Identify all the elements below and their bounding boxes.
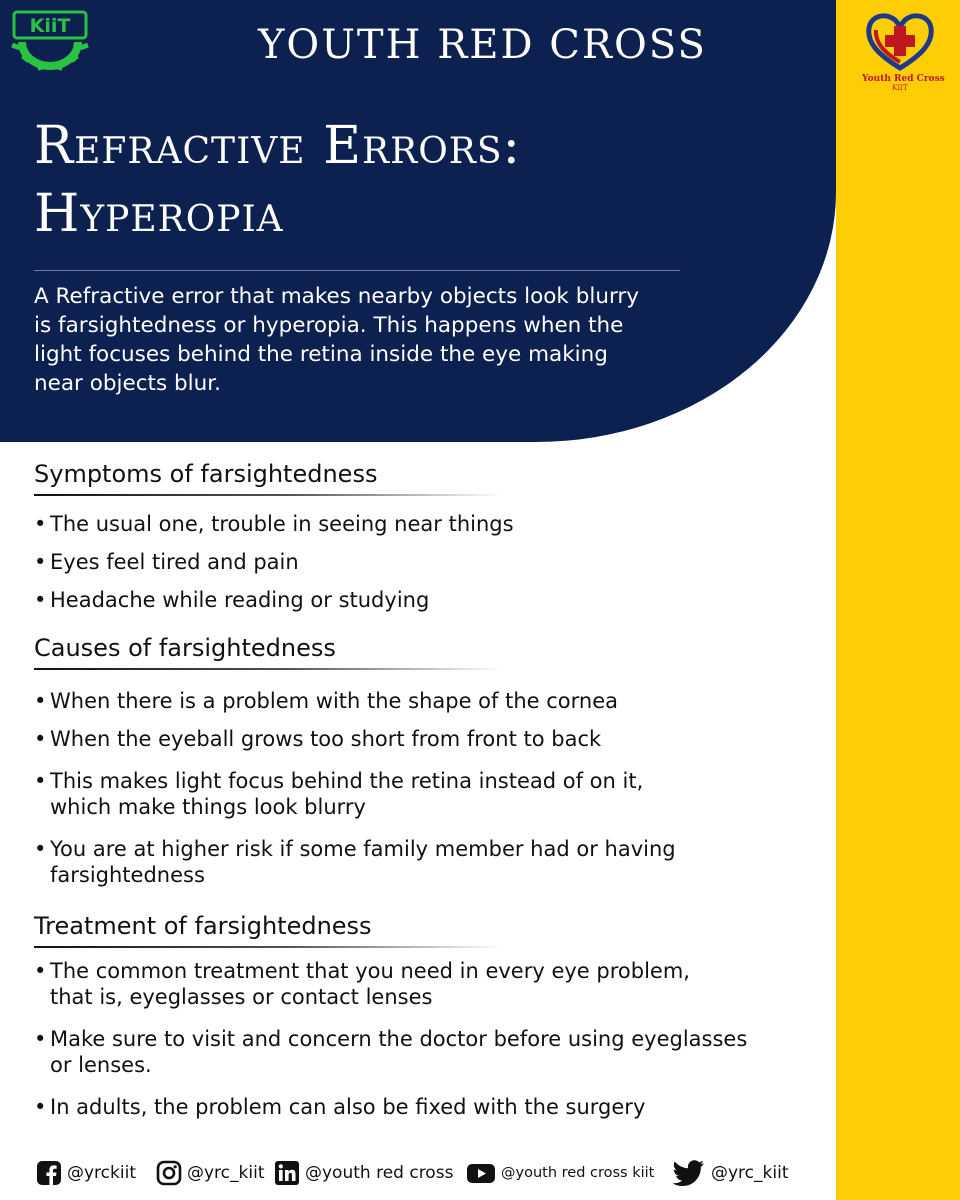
treatment-item: • Make sure to visit and concern the doctor before using eyeglasses or lenses. <box>34 1026 834 1078</box>
org-title: YOUTH RED CROSS <box>258 22 707 68</box>
twitter-handle: @yrc_kiit <box>711 1163 789 1183</box>
yrc-logo-name: Youth Red Cross <box>862 74 945 84</box>
cause-item: • When there is a problem with the shape of the cornea <box>34 688 834 714</box>
linkedin-icon <box>274 1160 300 1186</box>
facebook-link[interactable] <box>36 1158 136 1188</box>
intro-line: A Refractive error that makes nearby objects look blurry <box>34 284 639 309</box>
linkedin-link[interactable] <box>274 1158 453 1188</box>
cause-item: • You are at higher risk if some family member had or having farsightedness <box>34 836 834 888</box>
youtube-icon <box>466 1160 496 1186</box>
intro-line: light focuses behind the retina inside the eye making <box>34 342 608 367</box>
facebook-icon <box>36 1160 62 1186</box>
title-divider <box>34 270 680 271</box>
intro-paragraph <box>34 282 714 398</box>
symptom-item: • The usual one, trouble in seeing near things <box>34 511 834 537</box>
symptom-item: • Eyes feel tired and pain <box>34 549 834 575</box>
instagram-link[interactable] <box>156 1158 264 1188</box>
kiit-logo-text: KiiT <box>29 15 71 37</box>
social-footer <box>36 1158 826 1188</box>
yrc-logo <box>862 10 945 102</box>
intro-line: near objects blur. <box>34 371 221 396</box>
causes-heading-rule <box>34 668 502 670</box>
symptoms-heading: Symptoms of farsightedness <box>34 460 378 488</box>
twitter-icon <box>672 1160 706 1186</box>
youtube-handle: @youth red cross kiit <box>501 1165 655 1181</box>
linkedin-handle: @youth red cross <box>305 1163 454 1183</box>
treatment-item: • The common treatment that you need in every eye problem, that is, eyeglasses or contact lenses <box>34 958 834 1010</box>
cause-item: • This makes light focus behind the retina instead of on it, which make things look blurry <box>34 768 834 820</box>
kiit-logo <box>8 8 92 74</box>
yrc-logo-sub: KIIT <box>892 84 908 92</box>
treatment-heading: Treatment of farsightedness <box>34 912 372 940</box>
causes-section <box>34 632 834 888</box>
symptom-item: • Headache while reading or studying <box>34 587 834 613</box>
youtube-link[interactable] <box>466 1158 654 1188</box>
facebook-handle: @yrckiit <box>67 1163 136 1183</box>
page-title <box>34 112 794 248</box>
treatment-item: • In adults, the problem can also be fixed with the surgery <box>34 1094 834 1120</box>
yellow-side-stripe <box>836 0 960 1200</box>
causes-heading: Causes of farsightedness <box>34 634 336 662</box>
treatment-heading-rule <box>34 946 502 948</box>
symptoms-section <box>34 458 834 613</box>
intro-line: is farsightedness or hyperopia. This happens when the <box>34 313 624 338</box>
twitter-link[interactable] <box>672 1158 788 1188</box>
cause-item: • When the eyeball grows too short from front to back <box>34 726 834 752</box>
page-title-line-2: Hyperopia <box>34 184 284 244</box>
instagram-handle: @yrc_kiit <box>187 1163 265 1183</box>
instagram-icon <box>156 1160 182 1186</box>
page-title-line-1: Refractive Errors: <box>34 116 522 176</box>
symptoms-heading-rule <box>34 494 502 496</box>
treatment-section <box>34 910 834 1120</box>
